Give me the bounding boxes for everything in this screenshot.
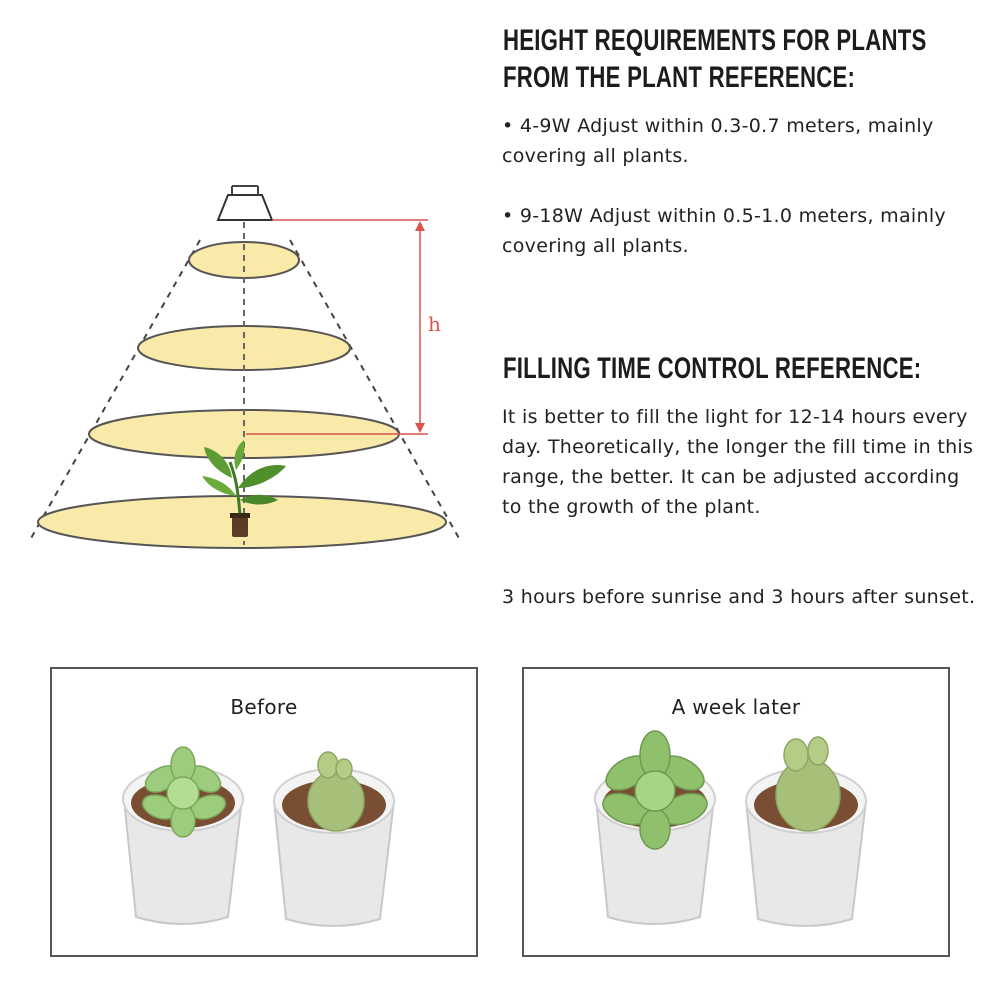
light-cone-diagram (0, 170, 480, 570)
before-label: Before (230, 695, 298, 719)
after-label: A week later (671, 695, 801, 719)
heading-line-1: HEIGHT REQUIREMENTS FOR PLANTS (503, 24, 927, 57)
bullet-9-18w: • 9-18W Adjust within 0.5-1.0 meters, mainly covering all plants. (502, 205, 946, 257)
lamp-icon (218, 186, 272, 220)
filling-time-paragraph: It is better to fill the light for 12-14 hours every day. Theoretically, the longer the fill time in this range, the better. It can be adjusted according to the growth of the plant. (502, 406, 974, 518)
succulent-pot-icon (595, 731, 715, 924)
succulent-pot-icon (123, 747, 243, 924)
cactus-pot-icon (274, 752, 394, 926)
before-panel (50, 667, 478, 957)
cone-edge-left (30, 240, 200, 540)
bullet-4-9w: • 4-9W Adjust within 0.3-0.7 meters, mainly covering all plants. (502, 115, 934, 167)
height-requirements-heading (503, 22, 927, 96)
cone-edge-right (290, 240, 460, 540)
sunrise-sunset-paragraph: 3 hours before sunrise and 3 hours after sunset. (502, 586, 976, 608)
heading-line-2: FROM THE PLANT REFERENCE: (503, 61, 856, 94)
height-label: h (428, 312, 441, 336)
before-plants-image (52, 669, 476, 955)
after-panel (522, 667, 950, 957)
filling-time-heading: FILLING TIME CONTROL REFERENCE: (503, 352, 922, 385)
after-plants-image (524, 669, 948, 955)
cactus-pot-icon (746, 737, 866, 926)
